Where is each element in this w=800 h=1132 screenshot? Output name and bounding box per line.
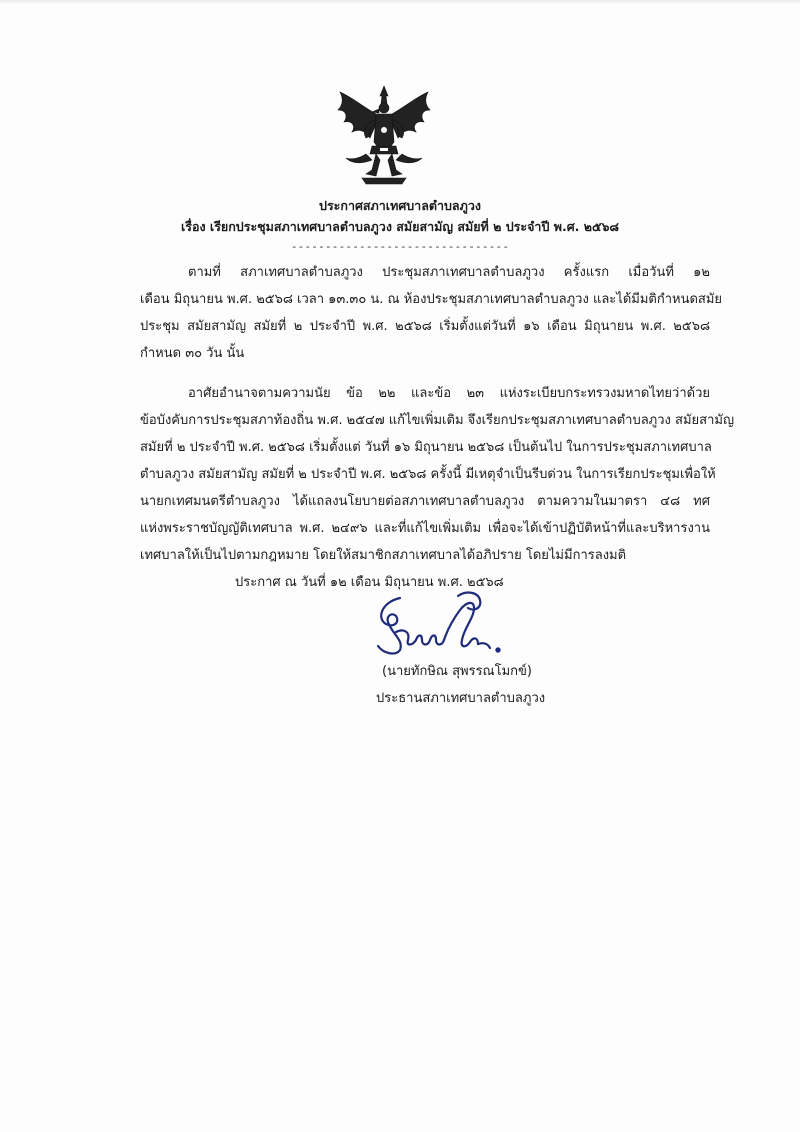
paragraph-2-line: นายกเทศมนตรีตำบลภูวง ได้แถลงนโยบายต่อสภาเทศบาลตำบลภูวง ตามความในมาตรา ๔๘ ทศ <box>140 494 710 509</box>
paragraph-1-line: ประชุม สมัยสามัญ สมัยที่ ๒ ประจำปี พ.ศ. ๒๕๖๘ เริ่มตั้งแต่วันที่ ๑๖ เดือน มิถุนายน พ.ศ. ๒๕๖๘ <box>140 319 710 334</box>
signatory-name: (นายทักษิณ สุพรรณโมกข์) <box>382 664 532 679</box>
scan-edge <box>0 0 800 4</box>
paragraph-1-line: ตามที่ สภาเทศบาลตำบลภูวง ประชุมสภาเทศบาลตำบลภูวง ครั้งแรก เมื่อวันที่ ๑๒ <box>188 265 710 280</box>
paragraph-1-line: กำหนด ๓๐ วัน นั้น <box>140 346 245 361</box>
paragraph-2-line: ตำบลภูวง สมัยสามัญ สมัยที่ ๒ ประจำปี พ.ศ. ๒๕๖๘ ครั้งนี้ มีเหตุจำเป็นรีบด่วน ในการเรียกประชุมเพื่อให้ <box>140 467 716 482</box>
paragraph-2-line: อาศัยอำนาจตามความนัย ข้อ ๒๒ และข้อ ๒๓ แห่งระเบียบกระทรวงมหาดไทยว่าด้วย <box>188 386 710 401</box>
paragraph-2-line: สมัยที่ ๒ ประจำปี พ.ศ. ๒๕๖๘ เริ่มตั้งแต่ วันที่ ๑๖ มิถุนายน ๒๕๖๘ เป็นต้นไป ในการประชุมสภาเทศบาล <box>140 440 712 455</box>
paragraph-2-line: เทศบาลให้เป็นไปตามกฎหมาย โดยให้สมาชิกสภาเทศบาลได้อภิปราย โดยไม่มีการลงมติ <box>140 548 627 563</box>
garuda-emblem-icon <box>332 84 436 188</box>
handwritten-signature-icon <box>370 588 520 660</box>
title-divider: -------------------------------- <box>290 240 510 253</box>
announcement-subject: เรื่อง เรียกประชุมสภาเทศบาลตำบลภูวง สมัยสามัญ สมัยที่ ๒ ประจำปี พ.ศ. ๒๕๖๘ <box>180 219 620 234</box>
paragraph-2-line: ข้อบังคับการประชุมสภาท้องถิ่น พ.ศ. ๒๕๔๗ แก้ไขเพิ่มเติม จึงเรียกประชุมสภาเทศบาลตำบลภูวง สมัยสามัญ <box>140 413 735 428</box>
paragraph-2-line: แห่งพระราชบัญญัติเทศบาล พ.ศ. ๒๔๙๖ และที่แก้ไขเพิ่มเติม เพื่อจะได้เข้าปฏิบัติหน้าที่และบริหารงาน <box>140 521 710 536</box>
announcement-title: ประกาศสภาเทศบาลตำบลภูวง <box>319 198 481 213</box>
signatory-position: ประธานสภาเทศบาลตำบลภูวง <box>376 691 546 706</box>
paragraph-1-line: เดือน มิถุนายน พ.ศ. ๒๕๖๘ เวลา ๑๓.๓๐ น. ณ ห้องประชุมสภาเทศบาลตำบลภูวง และได้มีมติกำหนดสมัย <box>140 292 723 307</box>
announcement-date: ประกาศ ณ วันที่ ๑๒ เดือน มิถุนายน พ.ศ. ๒๕๖๘ <box>235 575 504 590</box>
